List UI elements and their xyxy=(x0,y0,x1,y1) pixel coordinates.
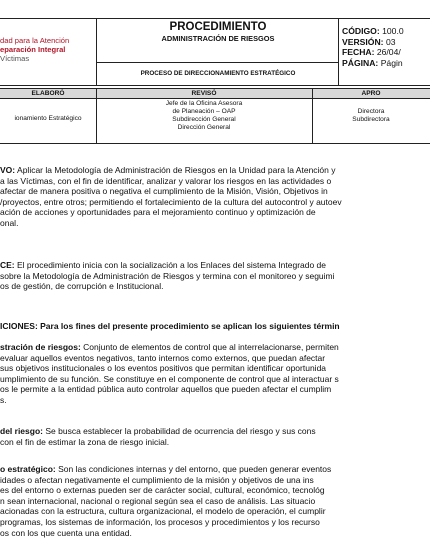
definition-term: o estratégico: xyxy=(0,464,56,474)
aprobo-line-1: Directora xyxy=(357,108,385,115)
version-field xyxy=(342,37,396,47)
date-label: FECHA: xyxy=(342,47,375,57)
header-divider-right xyxy=(338,18,339,86)
document-title: PROCEDIMIENTO xyxy=(169,21,267,33)
definition-line: s. xyxy=(0,394,7,405)
page-value: Págin xyxy=(380,58,403,68)
aprobo-line-2: Subdirectora xyxy=(352,116,390,123)
code-field xyxy=(342,26,404,36)
entity-logo xyxy=(0,36,80,63)
code-label: CÓDIGO: xyxy=(342,26,380,36)
elaboro-text: ionamiento Estratégico xyxy=(14,115,82,122)
definition-line: programas, los sistemas de información, los procesos y procedimientos y los recurso xyxy=(0,516,320,527)
date-value: 26/04/ xyxy=(376,47,401,57)
scope-label: CE: xyxy=(0,260,15,270)
definition-strategic-context xyxy=(0,464,430,538)
date-field xyxy=(342,47,401,57)
objective-line: onal. xyxy=(0,217,19,228)
objective-line: afectar de manera positiva o negativa el cumplimiento de la Misión, Visión, Objetivos in xyxy=(0,186,328,197)
scope-line: sobre la Metodología de Administración de Riesgos y termina con el monitoreo y seguimi xyxy=(0,270,335,281)
objective-line: /proyectos, entre otros; permitiendo el fortalecimiento de la cultura del autocontrol y autoev xyxy=(0,196,342,207)
document-subtitle: ADMINISTRACIÓN DE RIESGOS xyxy=(161,34,275,43)
reviso-line-4: Dirección General xyxy=(177,124,231,131)
definition-line: acionadas con la estructura, cultura organizacional, el modelo de operación, el cumplir xyxy=(0,506,326,517)
objective-line: VO: Aplicar la Metodología de Administración de Riesgos en la Unidad para la Atención y xyxy=(0,165,336,175)
aprobo-header: APRO xyxy=(361,90,381,97)
process-name: PROCESO DE DIRECCIONAMIENTO ESTRATÉGICO xyxy=(140,70,296,77)
code-value: 100.0 xyxy=(382,26,404,36)
definition-line: sus objetivos institucionales o los eventos positivos que permitan identificar oportunida xyxy=(0,363,327,374)
definition-risk-management xyxy=(0,342,430,406)
elaboro-header: ELABORÓ xyxy=(31,90,65,97)
reviso-header: REVISÓ xyxy=(191,90,217,97)
definition-risk-analysis xyxy=(0,426,430,447)
scope-line: os de gestión, de corrupción e Institucional. xyxy=(0,281,164,292)
logo-line-1: dad para la Atención xyxy=(0,36,70,45)
version-value: 03 xyxy=(385,37,396,47)
scope-section xyxy=(0,260,430,292)
page-label: PÁGINA: xyxy=(342,58,379,68)
definition-term: stración de riesgos: xyxy=(0,342,81,352)
approval-table xyxy=(0,88,430,144)
scope-line: CE: El procedimiento inicia con la socialización a los Enlaces del sistema Integrado de xyxy=(0,260,327,270)
definition-line: os con los que cuenta una entidad. xyxy=(0,527,132,538)
definition-line: es del entorno o externas pueden ser de carácter social, cultural, económico, tecnológ xyxy=(0,485,325,496)
definition-line: os le permite a la entidad pública auto controlar aquellos que pueden afectar el cumplim xyxy=(0,384,332,395)
definition-line: con el fin de estimar la zona de riesgo inicial. xyxy=(0,436,170,447)
definition-line: n sean internacional, nacional o regional según sea el caso de análisis. Las situacio xyxy=(0,495,316,506)
definition-line: del riesgo: Se busca establecer la probabilidad de ocurrencia del riesgo y sus cons xyxy=(0,426,316,436)
objective-line: ación de acciones y oportunidades para el mejoramiento continuo y optimización de xyxy=(0,207,316,218)
header-top-border xyxy=(0,18,430,19)
definition-line: o estratégico: Son las condiciones internas y del entorno, que pueden generar eventos xyxy=(0,464,332,474)
header-bottom-border xyxy=(0,85,430,86)
definition-line: idades o afectan negativamente el cumplimiento de la misión y objetivos de una ins xyxy=(0,474,314,485)
header-divider-left xyxy=(96,18,97,86)
definition-line: stración de riesgos: Conjunto de elementos de control que al interrelacionarse, permiten xyxy=(0,342,339,352)
definition-line: umplimiento de su función. Se constituye en el componente de control que al interactuar s xyxy=(0,373,339,384)
reviso-line-1: Jefe de la Oficina Asesora xyxy=(165,100,243,107)
page-field xyxy=(342,58,403,68)
logo-line-3: Víctimas xyxy=(0,54,30,63)
header-inner-divider xyxy=(96,62,338,63)
reviso-line-2: de Planeación – OAP xyxy=(172,108,236,115)
definitions-heading: ICIONES: Para los fines del presente procedimiento se aplican los siguientes términ xyxy=(0,321,340,331)
objective-line: a las Víctimas, con el fin de identificar, analizar y valorar los riesgos en las actividades o xyxy=(0,175,332,186)
reviso-line-3: Subdirección General xyxy=(172,116,236,123)
objective-section xyxy=(0,165,430,229)
version-label: VERSIÓN: xyxy=(342,37,384,47)
logo-line-2: eparación Integral xyxy=(0,45,66,54)
definition-term: del riesgo: xyxy=(0,426,43,436)
definition-line: evaluar aquellos eventos negativos, tanto internos como externos, que puedan afectar xyxy=(0,352,326,363)
objective-label: VO: xyxy=(0,165,16,175)
